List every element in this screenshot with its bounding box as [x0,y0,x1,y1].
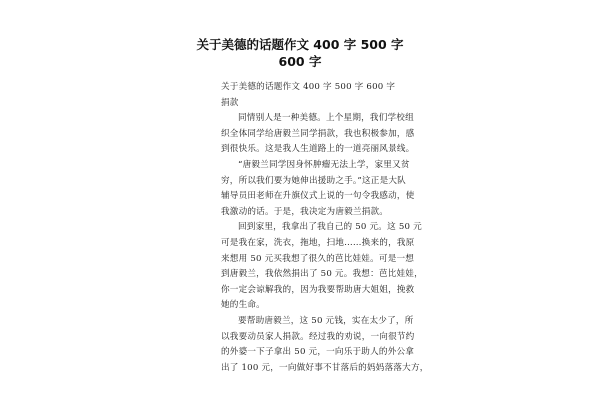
paragraph-line: 你一定会谅解我的，因为我要帮助唐大姐姐，挽救 [221,284,415,295]
paragraph-line: 的外婆一下子拿出 50 元，一向乐于助人的外公拿 [221,347,415,358]
paragraph-line: 来想用 50 元买我想了很久的芭比娃娃。可是一想 [221,253,415,264]
document-title [150,36,450,70]
paragraph-line: 她的生命。 [221,300,265,311]
title-line-1: 关于美德的话题作文 400 字 500 字 [196,37,404,52]
paragraph-line: 出了 100 元，一向做好事不甘落后的妈妈落落大方， [221,362,429,373]
paragraph-line: 要帮助唐毅兰，这 50 元钱，实在太少了，所 [238,315,414,326]
paragraph-line: 以我要动员家人捐款。经过我的劝说，一向很节约 [221,331,415,342]
document-body [221,80,429,376]
paragraph-line: 织全体同学给唐毅兰同学捐款，我也积极参加，感 [221,128,415,139]
paragraph-line: 同情别人是一种美德。上个星期，我们学校组 [238,113,414,124]
paragraph-line: 回到家里，我拿出了我自己的 50 元。这 50 元 [238,222,422,233]
paragraph-line: “唐毅兰同学因身怀肿瘤无法上学，家里又贫 [238,159,410,170]
paragraph-line: 辅导员田老师在升旗仪式上说的一句令我感动，使 [221,191,415,202]
paragraph-line: 到很快乐。这是我人生道路上的一道亮丽风景线。 [221,144,415,155]
paragraph-line: 我激动的话。于是，我决定为唐毅兰捐款。 [221,206,389,217]
paragraph-line: 穷，所以我们要为她伸出援助之手。”这正是大队 [221,175,406,186]
paragraph-line: 可是我在家，洗衣，拖地，扫地……换来的，我原 [221,237,415,248]
title-line-2: 600 字 [278,54,322,69]
paragraph-line: 到唐毅兰，我依然捐出了 50 元。我想：芭比娃娃， [221,269,423,280]
subtitle-line: 关于美德的话题作文 400 字 500 字 600 字 [221,82,396,92]
essay-heading: 捐款 [221,97,239,108]
